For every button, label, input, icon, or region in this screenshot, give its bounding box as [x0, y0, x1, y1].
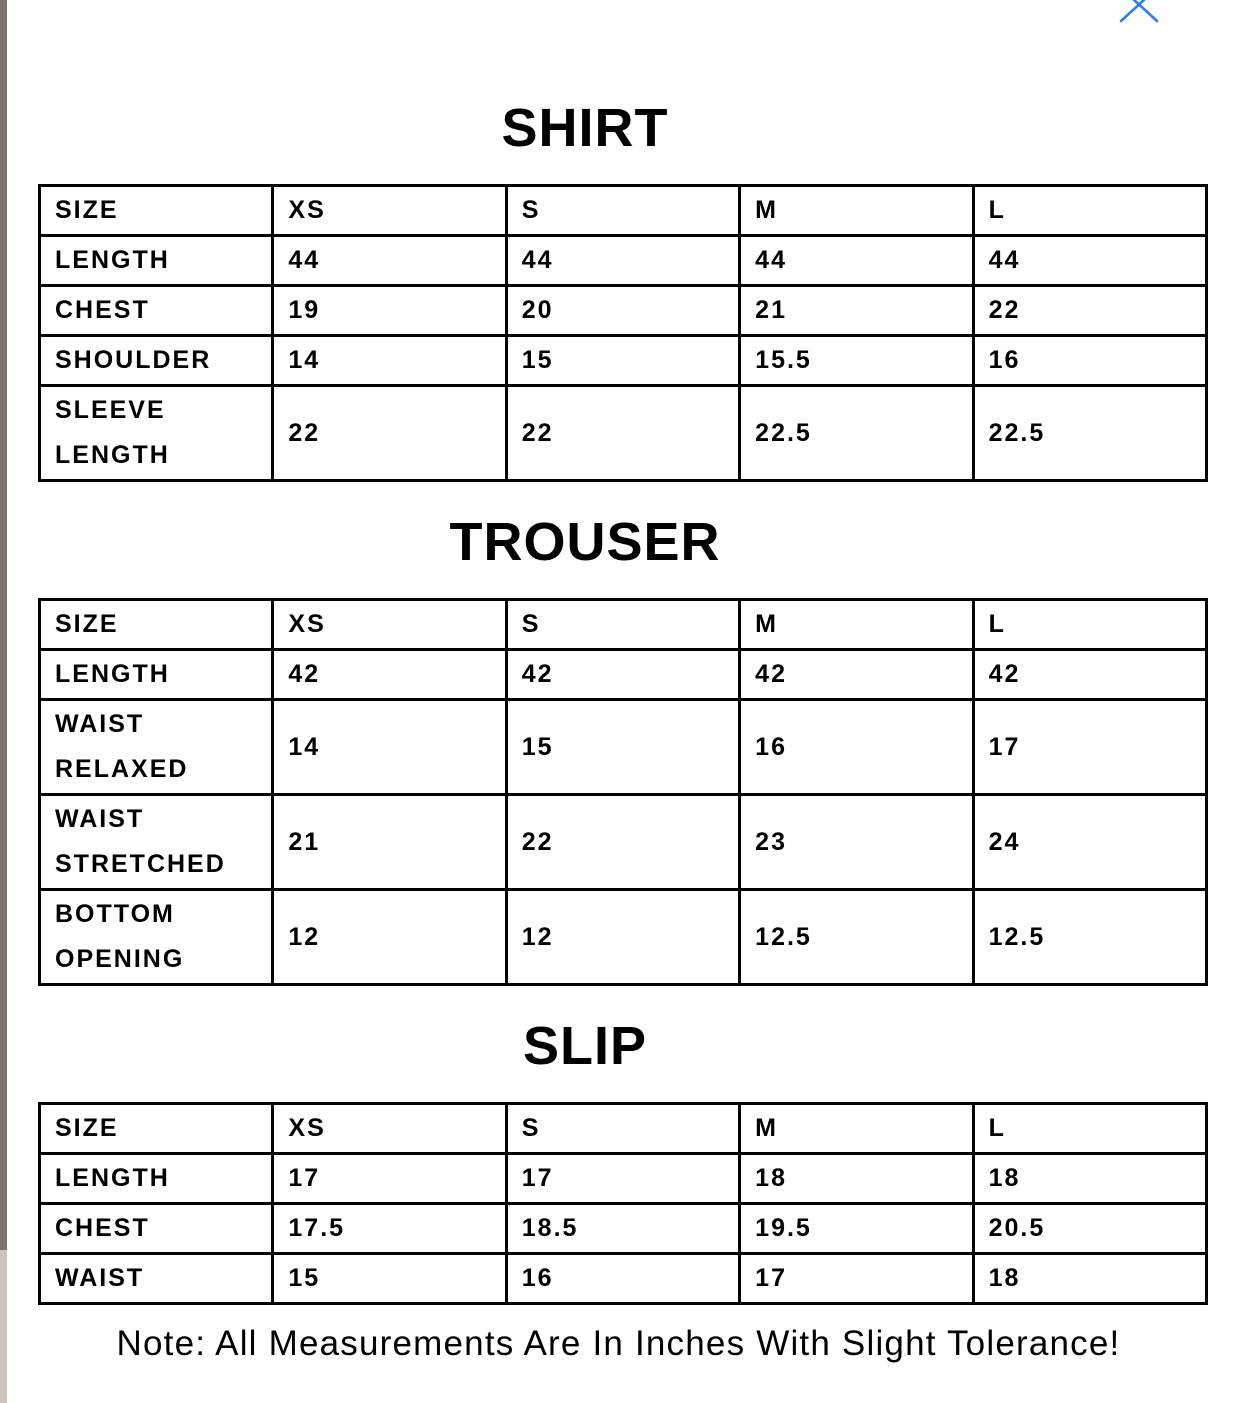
table-row: [40, 336, 1207, 386]
table-cell: 22: [973, 286, 1206, 336]
table-header-row: [40, 1104, 1207, 1154]
row-label: [40, 890, 273, 985]
row-label: [40, 700, 273, 795]
table-cell: 14: [273, 336, 506, 386]
header-cell: L: [973, 600, 1206, 650]
table-cell: 16: [506, 1254, 739, 1304]
row-label-line: LENGTH: [55, 441, 170, 469]
header-cell: SIZE: [40, 600, 273, 650]
header-cell: XS: [273, 186, 506, 236]
row-label-line: WAIST: [55, 710, 145, 738]
table-cell: 17: [973, 700, 1206, 795]
table-cell: 17: [506, 1154, 739, 1204]
table-cell: 22: [506, 795, 739, 890]
header-cell: S: [506, 600, 739, 650]
section-title-shirt: SHIRT: [501, 98, 669, 158]
table-cell: 44: [273, 236, 506, 286]
table-cell: 23: [740, 795, 973, 890]
header-cell: S: [506, 186, 739, 236]
table-cell: 18: [740, 1154, 973, 1204]
table-header-row: [40, 600, 1207, 650]
close-icon: [1110, 0, 1168, 26]
size-table-shirt: [38, 184, 1208, 482]
table-row: [40, 1154, 1207, 1204]
row-label: LENGTH: [40, 650, 273, 700]
table-cell: 22.5: [973, 386, 1206, 481]
table-cell: 15: [506, 700, 739, 795]
table-cell: 15: [506, 336, 739, 386]
table-header-row: [40, 186, 1207, 236]
header-cell: XS: [273, 1104, 506, 1154]
header-cell: XS: [273, 600, 506, 650]
table-cell: 14: [273, 700, 506, 795]
table-row: [40, 236, 1207, 286]
table-cell: 22.5: [740, 386, 973, 481]
table-cell: 12.5: [740, 890, 973, 985]
table-cell: 21: [740, 286, 973, 336]
table-cell: 20: [506, 286, 739, 336]
header-cell: SIZE: [40, 1104, 273, 1154]
row-label: LENGTH: [40, 236, 273, 286]
table-cell: 17.5: [273, 1204, 506, 1254]
size-table-trouser: [38, 598, 1208, 986]
table-cell: 15.5: [740, 336, 973, 386]
table-row: [40, 890, 1207, 985]
table-row: [40, 795, 1207, 890]
table-cell: 21: [273, 795, 506, 890]
row-label: LENGTH: [40, 1154, 273, 1204]
header-cell: S: [506, 1104, 739, 1154]
header-cell: M: [740, 1104, 973, 1154]
size-table-slip: [38, 1102, 1208, 1305]
table-cell: 42: [973, 650, 1206, 700]
table-cell: 42: [506, 650, 739, 700]
header-cell: M: [740, 600, 973, 650]
table-cell: 18: [973, 1154, 1206, 1204]
table-cell: 20.5: [973, 1204, 1206, 1254]
table-cell: 18.5: [506, 1204, 739, 1254]
row-label-line: WAIST: [55, 805, 145, 833]
row-label-line: SLEEVE: [55, 396, 166, 424]
row-label: [40, 386, 273, 481]
left-edge-strip: [0, 0, 7, 1403]
close-button[interactable]: [1110, 0, 1168, 26]
table-cell: 16: [973, 336, 1206, 386]
table-cell: 15: [273, 1254, 506, 1304]
table-cell: 17: [740, 1254, 973, 1304]
row-label: CHEST: [40, 286, 273, 336]
table-row: [40, 700, 1207, 795]
row-label-line: OPENING: [55, 945, 185, 973]
row-label-line: RELAXED: [55, 755, 189, 783]
header-cell: M: [740, 186, 973, 236]
table-cell: 18: [973, 1254, 1206, 1304]
table-cell: 19.5: [740, 1204, 973, 1254]
row-label-line: BOTTOM: [55, 900, 175, 928]
table-row: [40, 386, 1207, 481]
row-label: SHOULDER: [40, 336, 273, 386]
table-row: [40, 286, 1207, 336]
table-cell: 22: [506, 386, 739, 481]
header-cell: L: [973, 186, 1206, 236]
table-cell: 17: [273, 1154, 506, 1204]
table-cell: 44: [973, 236, 1206, 286]
table-cell: 42: [273, 650, 506, 700]
table-cell: 12.5: [973, 890, 1206, 985]
row-label: WAIST: [40, 1254, 273, 1304]
table-cell: 44: [506, 236, 739, 286]
section-title-slip: SLIP: [522, 1016, 648, 1076]
measurement-note: Note: All Measurements Are In Inches With Slight Tolerance!: [116, 1324, 1121, 1363]
table-cell: 24: [973, 795, 1206, 890]
table-cell: 19: [273, 286, 506, 336]
table-row: [40, 1254, 1207, 1304]
table-cell: 16: [740, 700, 973, 795]
row-label: CHEST: [40, 1204, 273, 1254]
row-label-line: STRETCHED: [55, 850, 226, 878]
section-title-trouser: TROUSER: [449, 512, 721, 572]
table-cell: 44: [740, 236, 973, 286]
header-cell: SIZE: [40, 186, 273, 236]
header-cell: L: [973, 1104, 1206, 1154]
table-row: [40, 1204, 1207, 1254]
table-cell: 22: [273, 386, 506, 481]
row-label: [40, 795, 273, 890]
table-cell: 42: [740, 650, 973, 700]
table-cell: 12: [273, 890, 506, 985]
table-cell: 12: [506, 890, 739, 985]
table-row: [40, 650, 1207, 700]
